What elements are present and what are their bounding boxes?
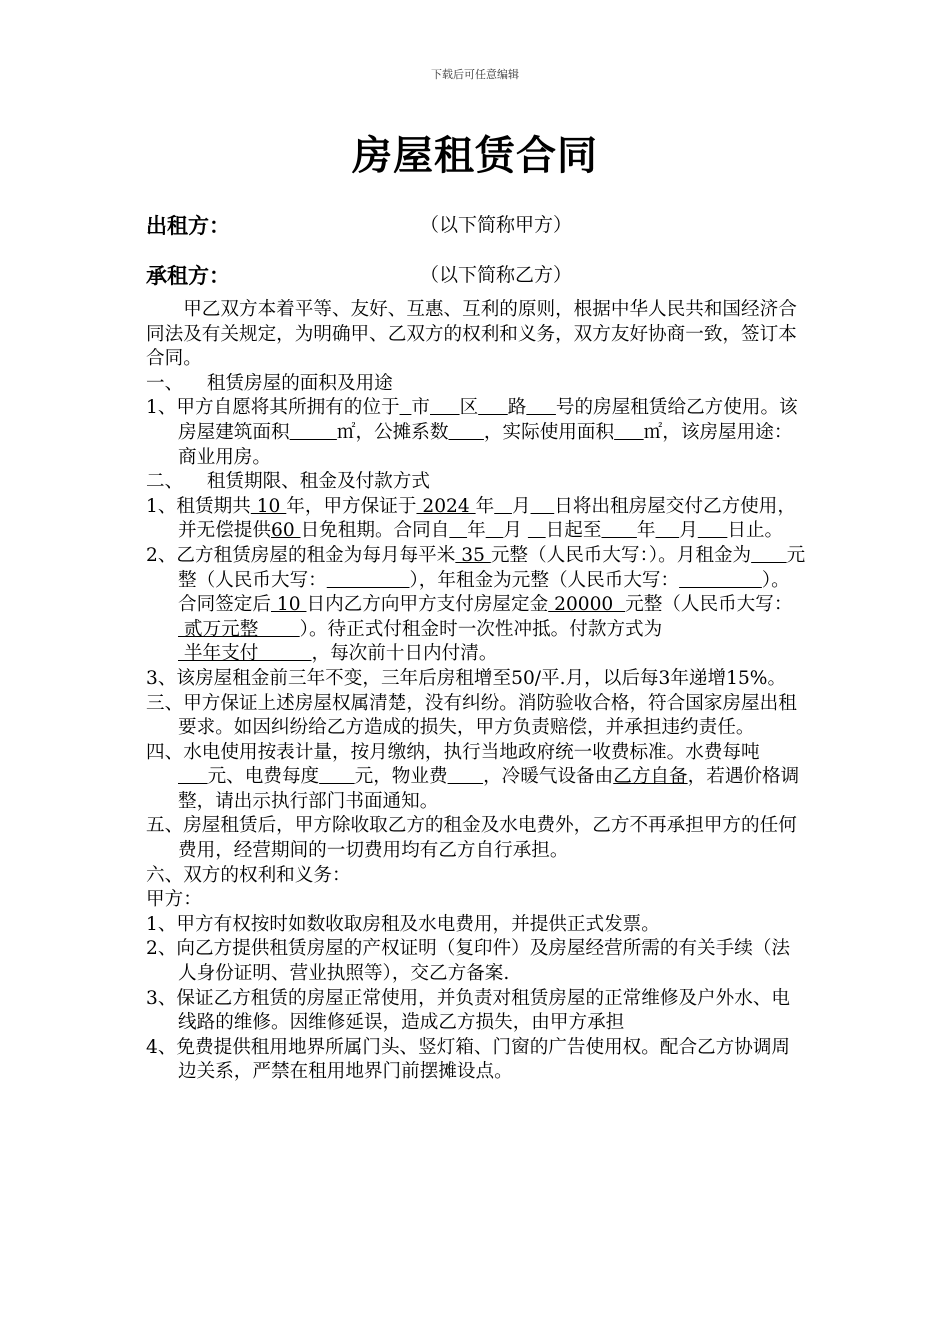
deposit-days: 10 xyxy=(270,594,307,616)
lessor-line xyxy=(146,210,573,240)
document-title: 房屋租赁合同 xyxy=(352,132,598,179)
party-a-heading: 甲方： xyxy=(146,889,202,911)
start-year: 2024 xyxy=(416,495,476,517)
clause-2-3: 3、该房屋租金前三年不变，三年后房租增至50/平.月，以后每3年递增15%。 xyxy=(146,667,787,689)
clause-1-1: 1、甲方自愿将其所拥有的位于 市 区 路 号的房屋租赁给乙方使用。该房屋建筑面积 ㎡，公摊系数 ，实际使用面积 ㎡，该房屋用途：商业用房。 xyxy=(146,397,798,468)
lease-years: 10 xyxy=(250,495,287,517)
section-2-title: 二、 租赁期限、租金及付款方式 xyxy=(146,471,430,493)
deposit-words: 贰万元整 xyxy=(178,618,300,640)
party-a-duty-2: 2、向乙方提供租赁房屋的产权证明（复印件）及房屋经营所需的有关手续（法人身份证明、营业执照等），交乙方备案. xyxy=(146,938,791,985)
free-days: 60 xyxy=(270,520,301,542)
section-6: 六、双方的权利和义务： xyxy=(146,864,351,886)
section-4: 四、水电使用按表计量，按月缴纳，执行当地政府统一收费标准。水费每吨 元、电费每度 元，物业费 ，冷暖气设备由乙方自备，若遇价格调整，请出示执行部门书面通知。 xyxy=(146,741,800,812)
lessee-note: （以下简称乙方） xyxy=(420,264,573,286)
payment-method: 半年支付 xyxy=(178,643,312,665)
header-note: 下载后可任意编辑 xyxy=(431,68,519,81)
clause-2-1: 1、租赁期共 10 年，甲方保证于 2024 年 月 日将出租房屋交付乙方使用，并无偿提供60 日免租期。合同自 年 月 日起至 年 月 日止。 xyxy=(146,495,796,542)
lessee-label: 承租方： xyxy=(146,264,230,288)
section-1-title: 一、 租赁房屋的面积及用途 xyxy=(146,372,393,394)
party-a-duty-1: 1、甲方有权按时如数收取房租及水电费用，并提供正式发票。 xyxy=(146,913,660,935)
contract-body xyxy=(146,298,808,1085)
deposit-amount: 20000 xyxy=(548,594,626,616)
section-3: 三、甲方保证上述房屋权属清楚，没有纠纷。消防验收合格，符合国家房屋出租要求。如因纠纷给乙方造成的损失，甲方负责赔偿，并承担违约责任。 xyxy=(146,692,797,739)
party-a-duty-3: 3、保证乙方租赁的房屋正常使用，并负责对租赁房屋的正常维修及户外水、电线路的维修。因维修延误，造成乙方损失，由甲方承担 xyxy=(146,987,791,1034)
party-a-duty-4: 4、免费提供租用地界所属门头、竖灯箱、门窗的广告使用权。配合乙方协调周边关系，严禁在租用地界门前摆摊设点。 xyxy=(146,1036,791,1083)
clause-2-2: 2、乙方租赁房屋的租金为每月每平米 35 元整（人民币大写：）。月租金为 元整（人民币大写： ），年租金为元整（人民币大写： ）。合同签定后 10 日内乙方向甲方支付房屋定金 20000 元整（人民币大写： 贰万元整 ）。待正式付租金时一次性冲抵。付款方式为 半年支付 ，每次前十日内付清。 xyxy=(146,544,806,665)
section-5: 五、房屋租赁后，甲方除收取乙方的租金及水电费外，乙方不再承担甲方的任何费用，经营期间的一切费用均有乙方自行承担。 xyxy=(146,815,797,862)
intro-paragraph: 甲乙双方本着平等、友好、互惠、互利的原则，根据中华人民共和国经济合同法及有关规定，为明确甲、乙双方的权利和义务，双方友好协商一致，签订本合同。 xyxy=(146,299,797,370)
lessee-line xyxy=(146,260,573,290)
lessor-label: 出租方： xyxy=(146,214,230,238)
hvac-provider: 乙方自备 xyxy=(613,766,688,788)
rent-price: 35 xyxy=(455,544,491,566)
lessor-note: （以下简称甲方） xyxy=(420,214,573,236)
